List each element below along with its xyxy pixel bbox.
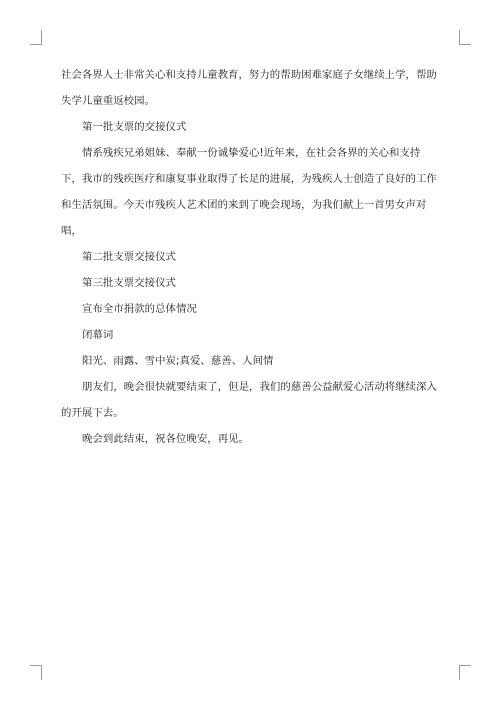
paragraph-friends: 朋友们，晚会很快就要结束了，但是，我们的慈善公益献爱心活动将继续深入的开展下去。	[61, 381, 437, 419]
paragraph-second-batch: 第二批支票交接仪式	[82, 251, 176, 263]
document-body	[61, 62, 439, 452]
paragraph-opening: 社会各界人士非常关心和支持儿童教育，努力的帮助困难家庭子女继续上学，帮助失学儿童重返校园。	[61, 69, 437, 107]
paragraph-donation-summary: 宣布全市捐款的总体情况	[82, 303, 197, 315]
paragraph-disabled-care: 情系残疾兄弟姐妹、奉献一份诚挚爱心!近年来，在社会各界的关心和支持下，我市的残疾医疗和康复事业取得了长足的进展，为残疾人士创造了良好的工作和生活氛围。今天市残疾人艺术团的来到了晚会现场，为我们献上一首男女声对唱，	[61, 147, 437, 237]
paragraph-slogan: 阳光、雨露、雪中炭;真爱、慈善、人间情	[82, 355, 274, 367]
crop-mark-top-left	[30, 30, 42, 45]
crop-mark-top-right	[459, 30, 471, 45]
paragraph-closing-speech: 闭幕词	[82, 329, 114, 341]
paragraph-farewell: 晚会到此结束，祝各位晚安，再见。	[82, 433, 250, 445]
paragraph-first-batch: 第一批支票的交接仪式	[82, 121, 187, 133]
paragraph-third-batch: 第三批支票交接仪式	[82, 277, 176, 289]
crop-mark-bottom-right	[459, 665, 471, 680]
crop-mark-bottom-left	[30, 665, 42, 680]
